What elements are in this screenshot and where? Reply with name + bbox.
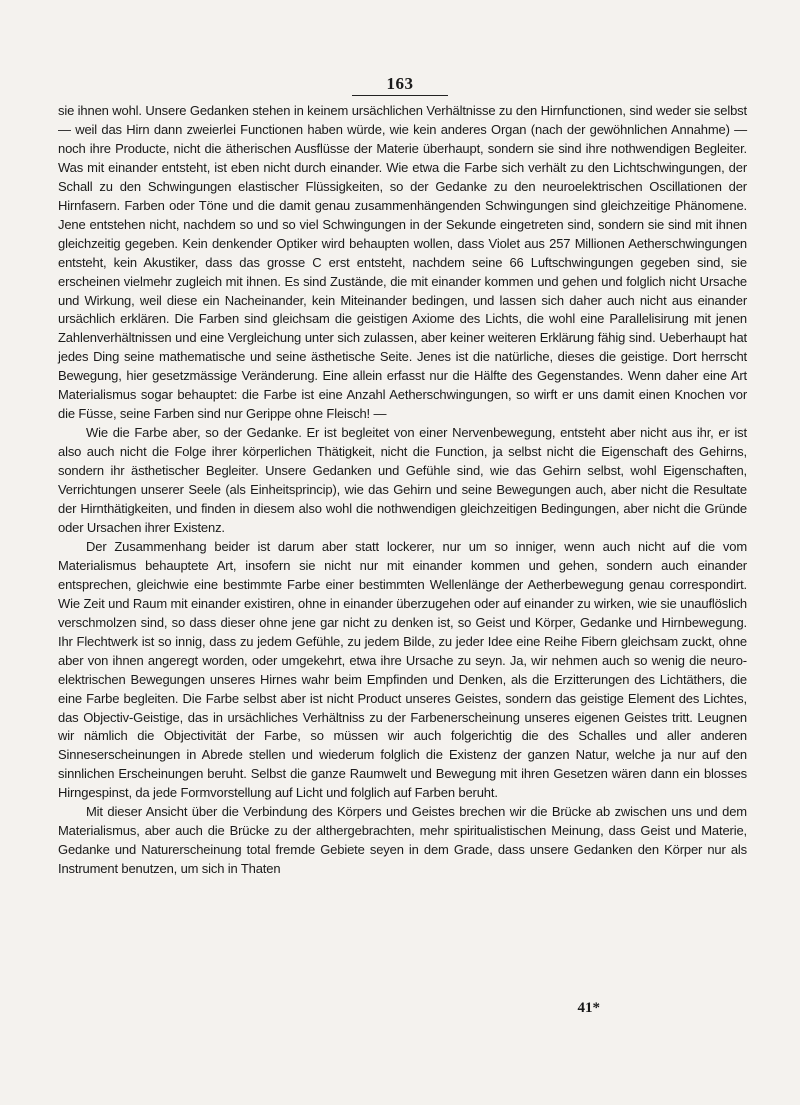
signature-mark: 41* xyxy=(577,1000,600,1016)
paragraph: Der Zusammenhang beider ist darum aber statt lockerer, nur um so inniger, wenn auch nicht auf die vom Materialismus behauptete Art, insofern sie nicht nur mit einander kommen und gehen, sondern auch einander entsprechen, gleichwie eine bestimmte Farbe einer bestimmten Wellenlänge der Aetherbewegung genau correspondirt. Wie Zeit und Raum mit einander existiren, ohne in einander überzugehen oder auf einander zu wirken, wie sie unauflöslich verschmolzen sind, so dass dieser ohne jene gar nicht zu denken ist, so Geist und Körper, Gedanke und Hirnbewegung. Ihr Flechtwerk ist so innig, dass zu jedem Gefühle, zu jedem Bilde, zu jeder Idee eine Reihe Fibern gleichsam zuckt, ohne aber von ihnen angeregt worden, oder umgekehrt, etwa ihre Ursache zu seyn. Ja, wir nehmen auch so wenig die neuro-elektrischen Bewegungen unseres Hirnes wahr beim Empfinden und Denken, als die Erzitterungen des Lichtäthers, die eine Farbe begleiten. Die Farbe selbst aber ist nicht Product unseres Geistes, sondern das geistige Element des Lichtes, das Objectiv-Geistige, das in ursächliches Verhältniss zu der Farbenerscheinung unseres eigenen Geistes tritt. Leugnen wir nämlich die Objectivität der Farbe, so müssen wir auch folgerichtig die des Schalles und aller anderen Sinneserscheinungen in Abrede stellen und wiederum folglich die Existenz der ganzen Natur, welche ja nur auf den sinnlichen Erscheinungen beruht. Selbst die ganze Raumwelt und Bewegung mit ihren Gesetzen wären dann ein blosses Hirngespinst, da jede Formvorstellung auf Licht und folglich auf Farben beruht. xyxy=(58,538,747,801)
page-number-rule xyxy=(352,95,448,96)
paragraph: sie ihnen wohl. Unsere Gedanken stehen in keinem ursächlichen Verhältnisse zu den Hirnfunctionen, sind weder sie selbst — weil das Hirn dann zweierlei Functionen haben würde, wie kein anderes Organ (nach der gewöhnlichen Annahme) — noch ihre Producte, nicht die ätherischen Ausflüsse der Materie überhaupt, sondern sie sind ihre nothwendigen Begleiter. Was mit einander entsteht, ist eben nicht durch einander. Wie etwa die Farbe sich verhält zu den Lichtschwingungen, der Schall zu den Schwingungen elastischer Flüssigkeiten, so der Gedanke zu den neuroelektrischen Oscillationen der Hirnfasern. Farben oder Töne und die damit genau zusammenhängenden Schwingungen sind gleichzeitige Phänomene. Jene entstehen nicht, nachdem so und so viel Schwingungen in der Sekunde eingetreten sind, sondern sie sind mit ihnen gleichzeitig gegeben. Kein denkender Optiker wird behaupten wollen, dass Violet aus 257 Millionen Aetherschwingungen entsteht, kein Akustiker, dass das grosse C erst entsteht, nachdem seine 66 Luftschwingungen gegeben sind, sie erscheinen vielmehr zugleich mit ihnen. Es sind Zustände, die mit einander kommen und gehen und folglich nicht Ursache und Wirkung, weil diese ein Nacheinander, kein Miteinander bedingen, und lassen sich daher auch nicht aus einander ursächlich erklären. Die Farben sind gleichsam die geistigen Axiome des Lichts, die wohl eine Parallelisirung mit jenen Zahlenverhältnissen und eine Vergleichung unter sich zulassen, aber keiner weiteren Erklärung fähig sind. Ueberhaupt hat jedes Ding seine mathematische und seine ästhetische Seite. Jenes ist die natürliche, dieses die geistige. Dort herrscht Bewegung, hier gesetzmässige Veränderung. Eine allein erfasst nur die Hälfte des Gegenstandes. Wenn daher eine Art Materialismus sogar behauptet: die Farbe ist eine Anzahl Aetherschwingungen, so wirft er uns damit einen Knochen vor die Füsse, seine Farben sind nur Gerippe ohne Fleisch! — xyxy=(58,103,747,422)
page-number: 163 xyxy=(386,74,414,93)
paragraph: Wie die Farbe aber, so der Gedanke. Er ist begleitet von einer Nervenbewegung, entsteht aber nicht aus ihr, er ist also auch nicht die Folge ihrer körperlichen Thätigkeit, nicht die Function, ja selbst nicht die Eigenschaft des Gehirns, sondern ihr ästhetischer Begleiter. Unsere Gedanken und Gefühle sind, wie das Gehirn selbst, wohl Eigenschaften, Verrichtungen unserer Seele (als Einheitsprincip), wie das Gehirn und seine Bewegungen auch, aber nicht die Resultate der Hirnthätigkeiten, und finden in diesem also wohl die nothwendigen gleichzeitigen Bedingungen, aber nicht die Gründe oder Ursachen ihrer Existenz. xyxy=(58,425,747,535)
body-text xyxy=(58,102,747,879)
paragraph: Mit dieser Ansicht über die Verbindung des Körpers und Geistes brechen wir die Brücke ab zwischen uns und dem Materialismus, aber auch die Brücke zu der althergebrachten, mehr spiritualistischen Meinung, dass Geist und Materie, Gedanke und Naturerscheinung total fremde Gebiete seyen in dem Grade, dass unsere Gedanken den Körper nur als Instrument benutzen, um sich in Thaten xyxy=(58,804,747,877)
